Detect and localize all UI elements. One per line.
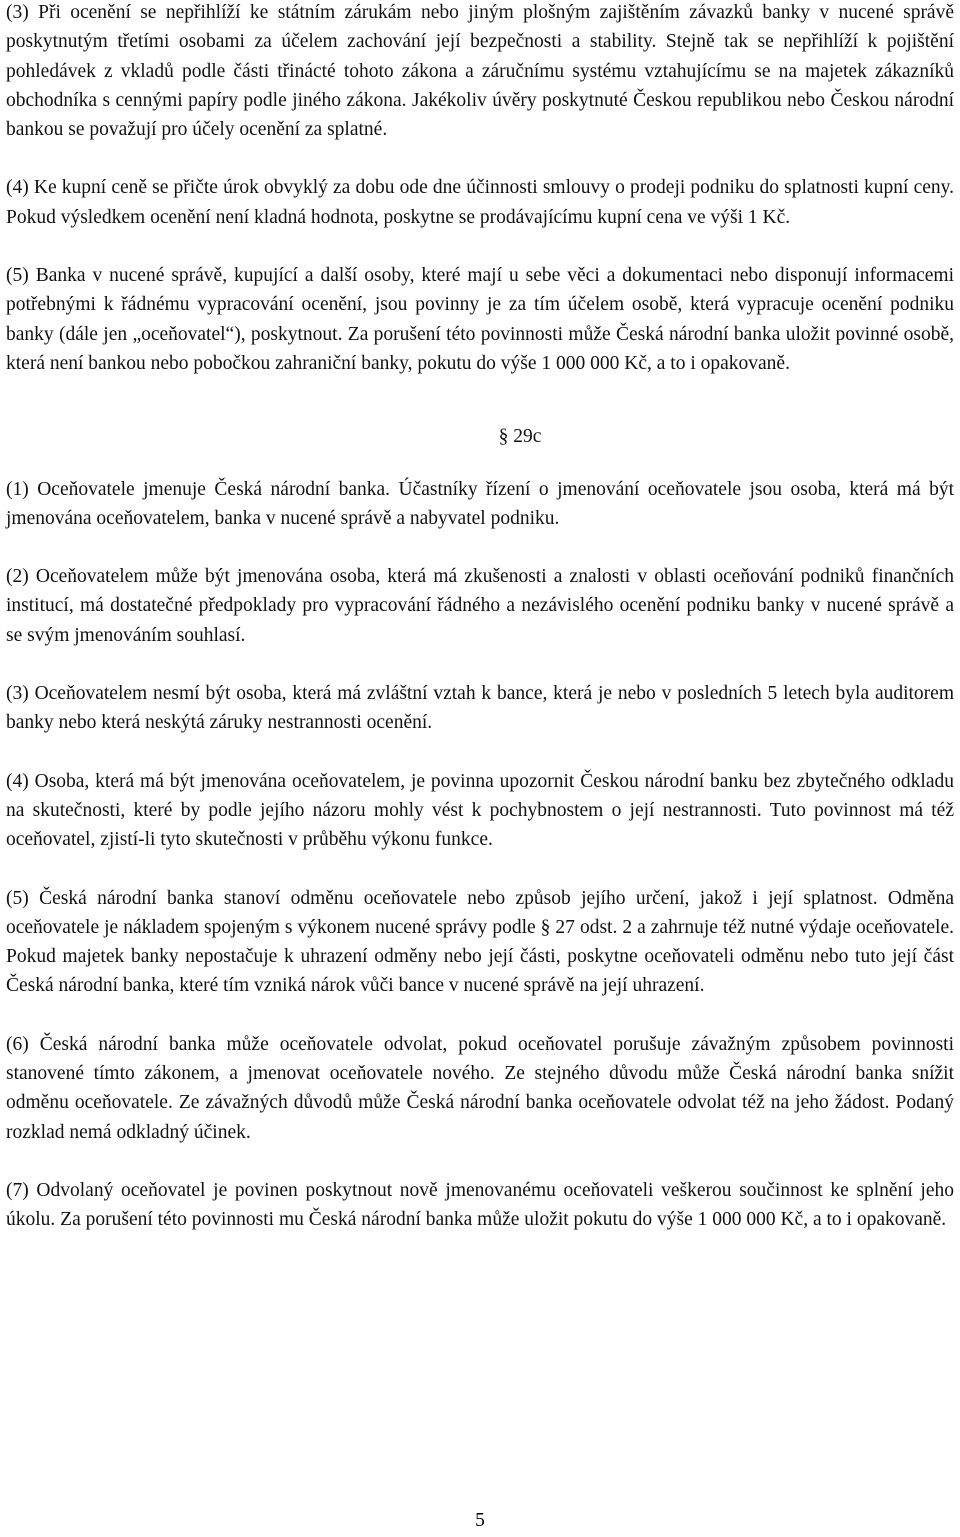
section-paragraph-5: (5) Česká národní banka stanoví odměnu oceňovatele nebo způsob jejího určení, jakož i její splatnost. Odměna oceňovatele je nákladem spojeným s výkonem nucené správy podle § 27 odst. 2 a zahrnuje též nutné výdaje oceňovatele. Pokud majetek banky nepostačuje k uhrazení odměny nebo její části, poskytne oceňovateli odměnu nebo tuto její část Česká národní banka, které tím vzniká nárok vůči bance v nucené správě na její uhrazení.	[6, 887, 954, 997]
section-paragraph-2: (2) Oceňovatelem může být jmenována osoba, která má zkušenosti a znalosti v oblasti oceňování podniků finančních institucí, má dostatečné předpoklady pro vypracování řádného a nezávislého ocenění podniku banky v nucené správě a se svým jmenováním souhlasí.	[6, 566, 954, 646]
page-number: 5	[475, 1510, 485, 1531]
section-paragraph-1: (1) Oceňovatele jmenuje Česká národní banka. Účastníky řízení o jmenování oceňovatele jsou osoba, která má být jmenována oceňovatelem, banka v nucené správě a nabyvatel podniku.	[6, 478, 954, 529]
section-heading: § 29c	[498, 426, 542, 448]
section-paragraph-3: (3) Oceňovatelem nesmí být osoba, která má zvláštní vztah k bance, která je nebo v posledních 5 letech byla auditorem banky nebo která neskýtá záruky nestrannosti ocenění.	[6, 683, 954, 734]
section-paragraph-4: (4) Osoba, která má být jmenována oceňovatelem, je povinna upozornit Českou národní banku bez zbytečného odkladu na skutečnosti, které by podle jejího názoru mohly vést k pochybnostem o její nestrannosti. Tuto povinnost má též oceňovatel, zjistí-li tyto skutečnosti v průběhu výkonu funkce.	[6, 770, 954, 851]
section-paragraph-6: (6) Česká národní banka může oceňovatele odvolat, pokud oceňovatel porušuje závažným způsobem povinnosti stanovené tímto zákonem, a jmenovat oceňovatele nového. Ze stejného důvodu může Česká národní banka snížit odměnu oceňovatele. Ze závažných důvodů může Česká národní banka oceňovatele odvolat též na jeho žádost. Podaný rozklad nemá odkladný účinek.	[6, 1033, 954, 1143]
paragraph-4-purchase-price: (4) Ke kupní ceně se přičte úrok obvyklý za dobu ode dne účinnosti smlouvy o prodeji podniku do splatnosti kupní ceny. Pokud výsledkem ocenění není kladná hodnota, poskytne se prodávajícímu kupní cena ve výši 1 Kč.	[6, 177, 954, 228]
paragraph-5-obligations: (5) Banka v nucené správě, kupující a další osoby, které mají u sebe věci a dokumentaci nebo disponují informacemi potřebnými k řádnému vypracování ocenění, jsou povinny je za tím účelem osobě, která vypracuje ocenění podniku banky (dále jen „oceňovatel“), poskytnout. Za porušení této povinnosti může Česká národní banka uložit povinné osobě, která není bankou nebo pobočkou zahraniční banky, pokutu do výše 1 000 000 Kč, a to i opakovaně.	[6, 265, 954, 374]
section-paragraph-7: (7) Odvolaný oceňovatel je povinen poskytnout nově jmenovanému oceňovateli veškerou součinnost ke splnění jeho úkolu. Za porušení této povinnosti mu Česká národní banka může uložit pokutu do výše 1 000 000 Kč, a to i opakovaně.	[6, 1179, 954, 1231]
paragraph-3-valuation: (3) Při ocenění se nepřihlíží ke státním zárukám nebo jiným plošným zajištěním závazků banky v nucené správě poskytnutým třetími osobami za účelem zachování její bezpečnosti a stability. Stejně tak se nepřihlíží k pojištění pohledávek z vkladů podle části třinácté tohoto zákona a záručnímu systému vztahujícímu se na majetek zákazníků obchodníka s cennými papíry podle jiného zákona. Jakékoliv úvěry poskytnuté Českou republikou nebo Českou národní bankou se považují pro účely ocenění za splatné.	[6, 2, 954, 141]
